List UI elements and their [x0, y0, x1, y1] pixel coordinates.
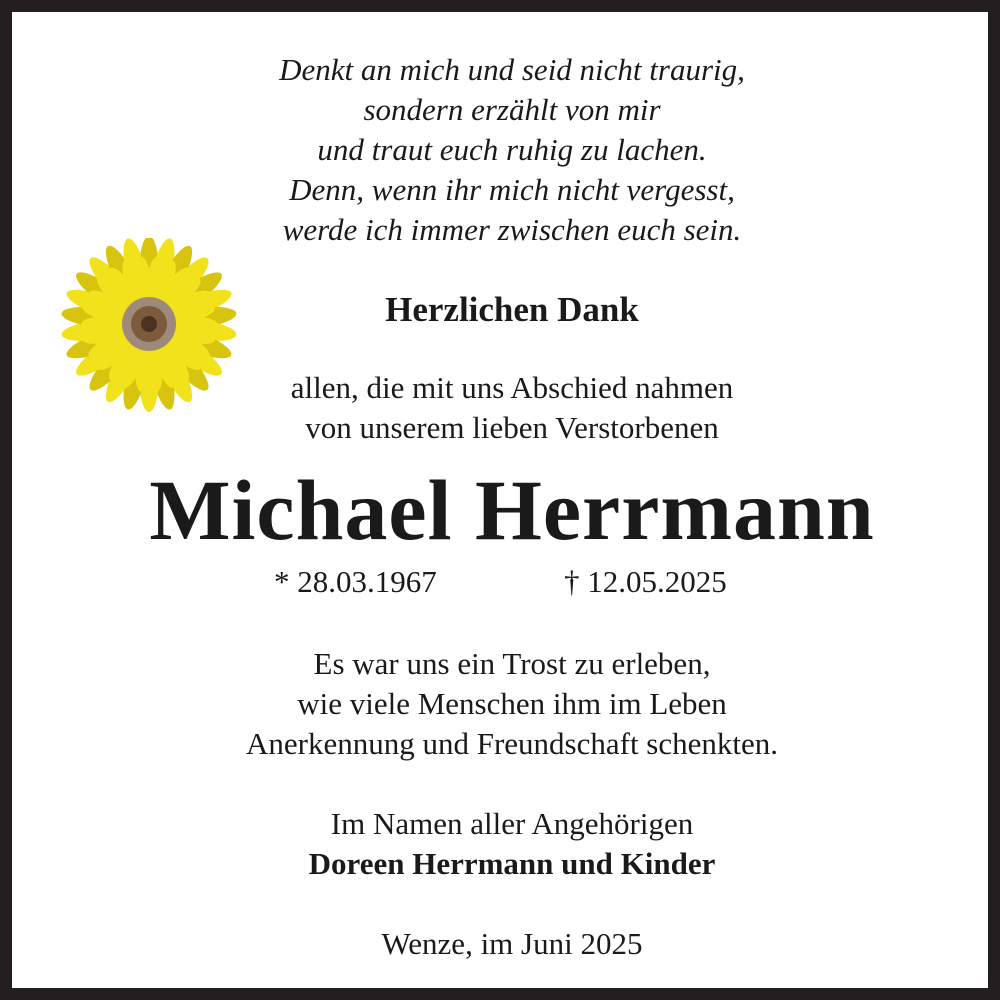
death-date: † 12.05.2025: [564, 564, 727, 599]
place-date: Wenze, im Juni 2025: [381, 926, 643, 961]
deceased-name: Michael Herrmann: [149, 462, 875, 558]
poem-line: Denkt an mich und seid nicht traurig,: [279, 52, 745, 87]
signers: Doreen Herrmann und Kinder: [308, 846, 716, 881]
comfort-text-line: Anerkennung und Freundschaft schenkten.: [245, 726, 779, 761]
thanks-heading: Herzlichen Dank: [385, 290, 639, 329]
poem-line: werde ich immer zwischen euch sein.: [282, 212, 742, 247]
poem-line: sondern erzählt von mir: [363, 92, 661, 127]
thanks-text-line: von unserem lieben Verstorbenen: [305, 410, 719, 445]
birth-date: * 28.03.1967: [274, 564, 437, 599]
on-behalf-text: Im Namen aller Angehörigen: [330, 806, 694, 841]
poem-line: und traut euch ruhig zu lachen.: [317, 132, 707, 167]
comfort-text-line: wie viele Menschen ihm im Leben: [297, 686, 727, 721]
comfort-text-line: Es war uns ein Trost zu erleben,: [313, 646, 711, 681]
poem-line: Denn, wenn ihr mich nicht vergesst,: [289, 172, 735, 207]
thanks-text-line: allen, die mit uns Abschied nahmen: [290, 370, 734, 405]
